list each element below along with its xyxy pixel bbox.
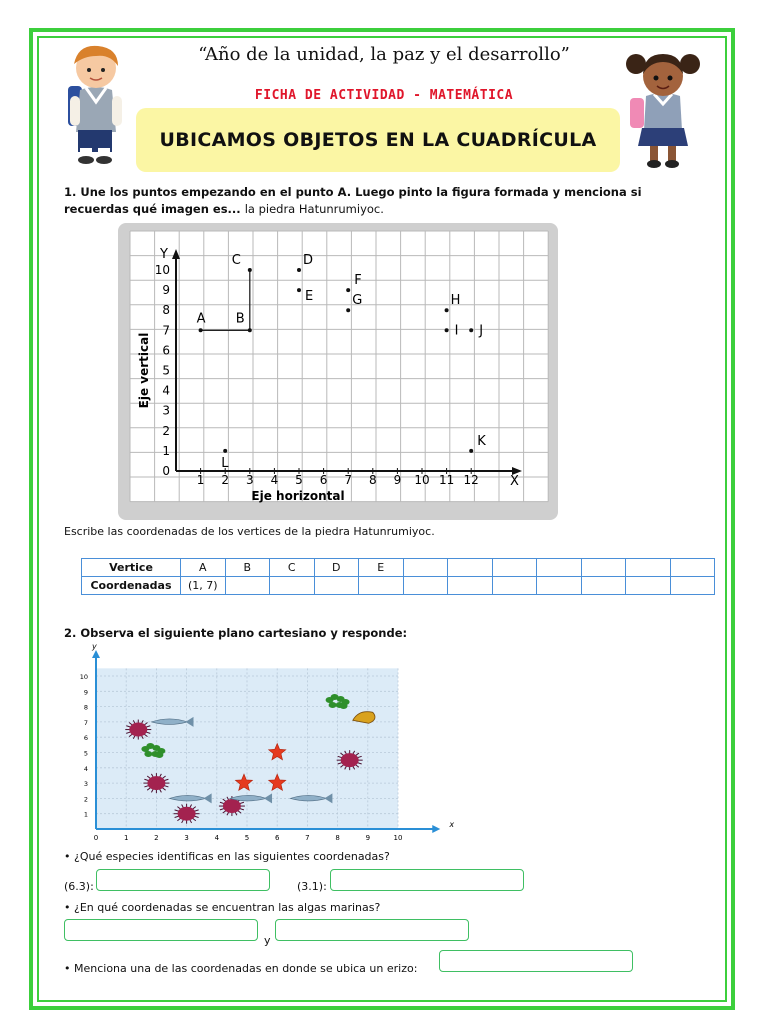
point-f	[346, 288, 350, 292]
vertex-cell: C	[270, 559, 315, 577]
point-label-b: B	[235, 311, 245, 327]
q1-text-line1: 1. Une los puntos empezando en el punto A. Luego pinto la figura formada y menciona si	[64, 185, 642, 199]
coordinate-cell[interactable]	[225, 577, 270, 595]
point-label-j: J	[479, 323, 484, 339]
y-tick-label: 8	[162, 303, 170, 318]
x-tick-label: 11	[438, 473, 455, 487]
vertex-cell: A	[181, 559, 226, 577]
point-j	[469, 328, 473, 332]
vertex-row	[82, 559, 715, 577]
plane-x-tick-label: 3	[184, 834, 189, 840]
plane-y-tick-label: 5	[83, 749, 88, 758]
plane-y-tick-label: 9	[83, 688, 88, 697]
coordinate-cell[interactable]	[626, 577, 671, 595]
point-b	[248, 328, 252, 332]
plane-x-tick-label: 2	[154, 834, 159, 840]
plane-x-tick-label: 10	[393, 834, 403, 840]
vertex-cell: E	[359, 559, 404, 577]
answer-input-urchin[interactable]	[439, 950, 633, 972]
x-tick-label: 4	[270, 473, 279, 487]
y-tick-label: 6	[162, 343, 170, 358]
vertex-cell	[581, 559, 626, 577]
point-label-k: K	[477, 433, 486, 449]
x-tick-label: 7	[344, 473, 353, 487]
coordinate-cell[interactable]	[403, 577, 448, 595]
q1-instruction: Escribe las coordenadas de los vertices de la piedra Hatunrumiyoc.	[64, 525, 435, 538]
coordinates-row	[82, 577, 715, 595]
point-label-e: E	[305, 289, 314, 305]
point-i	[445, 328, 449, 332]
vertex-cell	[448, 559, 493, 577]
plane-x-tick-label: 1	[123, 834, 129, 840]
q2-bullet2: • ¿En qué coordenadas se encuentran las algas marinas?	[64, 901, 381, 914]
vertex-cell	[537, 559, 582, 577]
answer-input-63[interactable]	[96, 869, 270, 891]
coordinate-cell[interactable]	[670, 577, 715, 595]
q1-line2-text: recuerdas qué imagen es...	[64, 202, 241, 216]
y-tick-label: 2	[162, 423, 170, 438]
x-tick-label: 12	[463, 473, 479, 487]
urchin-icon	[337, 750, 363, 770]
national-motto: “Año de la unidad, la paz y el desarrollo”	[198, 44, 570, 65]
x-axis-name: X	[510, 474, 519, 489]
coord-label-63: (6.3):	[64, 880, 94, 893]
plane-y-tick-label: 3	[83, 780, 88, 789]
plane-x-arrow	[432, 825, 440, 833]
point-label-l: L	[221, 455, 229, 471]
point-label-f: F	[354, 273, 362, 289]
x-tick-label: 3	[245, 473, 254, 487]
vertex-cell	[492, 559, 537, 577]
vertex-header-cell: Vertice	[82, 559, 181, 577]
q2-title: 2. Observa el siguiente plano cartesiano y responde:	[64, 626, 408, 640]
x-tick-label: 1	[196, 473, 205, 487]
plane-x-tick-label: 9	[365, 834, 371, 840]
vertex-cell	[670, 559, 715, 577]
vertex-table	[81, 558, 715, 595]
q2-bullet3: • Menciona una de las coordenadas en donde se ubica un erizo:	[64, 962, 418, 975]
cartesian-plane-sea	[60, 640, 460, 840]
coordinate-cell: (1, 7)	[181, 577, 226, 595]
point-label-d: D	[303, 253, 314, 268]
y-axis-name: Y	[160, 247, 168, 262]
plane-x-tick-label: 4	[214, 834, 220, 840]
coordinates-header-cell: Coordenadas	[82, 577, 181, 595]
y-tick-label: 0	[162, 464, 170, 478]
point-a	[199, 328, 203, 332]
grid-background	[130, 231, 548, 502]
coordinate-cell[interactable]	[581, 577, 626, 595]
coordinate-cell[interactable]	[270, 577, 315, 595]
coordinate-cell[interactable]	[359, 577, 404, 595]
plane-x-name: x	[449, 820, 455, 829]
plane-y-tick-label: 1	[83, 810, 88, 819]
plane-y-tick-label: 10	[79, 673, 88, 681]
x-tick-label: 5	[295, 473, 303, 487]
vertex-cell	[403, 559, 448, 577]
q1-answer: la piedra Hatunrumiyoc.	[244, 202, 384, 216]
plane-y-tick-label: 7	[83, 718, 88, 727]
point-label-c: C	[231, 253, 241, 268]
y-tick-label: 3	[162, 403, 170, 418]
urchin-icon	[125, 720, 151, 740]
point-label-i: I	[454, 323, 459, 339]
and-connector: y	[264, 934, 271, 947]
plane-y-tick-label: 4	[83, 764, 88, 773]
point-e	[297, 288, 301, 292]
plane-y-name: y	[92, 642, 97, 651]
plane-x-tick-label: 0	[93, 834, 99, 840]
point-k	[469, 449, 473, 453]
y-tick-label: 7	[162, 323, 170, 338]
point-h	[445, 308, 449, 312]
x-tick-label: 2	[221, 473, 230, 487]
plane-y-arrow	[92, 650, 100, 658]
plane-x-tick-label: 5	[244, 834, 250, 840]
y-tick-label: 1	[162, 443, 170, 458]
q2-bullet1: • ¿Qué especies identificas en las siguientes coordenadas?	[64, 850, 390, 863]
y-tick-label: 5	[162, 363, 170, 378]
title-banner	[136, 108, 620, 172]
x-tick-label: 9	[393, 473, 402, 487]
plane-x-tick-label: 8	[335, 834, 340, 840]
point-g	[346, 308, 350, 312]
grid-chart	[118, 223, 558, 520]
urchin-icon	[174, 804, 200, 824]
vertex-cell	[626, 559, 671, 577]
coord-label-31: (3.1):	[297, 880, 327, 893]
worksheet-subtitle: FICHA DE ACTIVIDAD - MATEMÁTICA	[254, 88, 514, 103]
y-tick-label: 10	[154, 263, 170, 277]
point-label-g: G	[352, 293, 363, 309]
y-tick-label: 4	[162, 383, 170, 398]
urchin-icon	[143, 773, 169, 793]
answer-input-algae-2[interactable]	[275, 919, 469, 941]
plane-y-tick-label: 2	[83, 795, 88, 804]
page-title: UBICAMOS OBJETOS EN LA CUADRÍCULA	[159, 129, 597, 151]
answer-input-31[interactable]	[330, 869, 524, 891]
y-tick-label: 9	[162, 283, 170, 298]
coordinate-cell[interactable]	[314, 577, 359, 595]
point-label-a: A	[196, 311, 206, 327]
plane-y-tick-label: 6	[83, 734, 88, 743]
point-d	[297, 268, 301, 272]
plane-x-tick-label: 7	[305, 834, 310, 840]
x-tick-label: 10	[414, 473, 430, 487]
x-axis-label: Eje horizontal	[251, 489, 345, 503]
point-l	[223, 449, 227, 453]
answer-input-algae-1[interactable]	[64, 919, 258, 941]
plane-x-tick-label: 6	[274, 834, 280, 840]
plane-y-tick-label: 8	[83, 703, 88, 712]
point-c	[248, 268, 252, 272]
vertex-cell: D	[314, 559, 359, 577]
q1-text-line2	[64, 202, 384, 216]
coordinate-cell[interactable]	[492, 577, 537, 595]
vertex-cell: B	[225, 559, 270, 577]
coordinate-cell[interactable]	[448, 577, 493, 595]
point-label-h: H	[450, 293, 461, 309]
x-tick-label: 8	[368, 473, 377, 487]
coordinate-cell[interactable]	[537, 577, 582, 595]
x-tick-label: 6	[319, 473, 328, 487]
y-axis-label: Eje vertical	[137, 332, 151, 409]
